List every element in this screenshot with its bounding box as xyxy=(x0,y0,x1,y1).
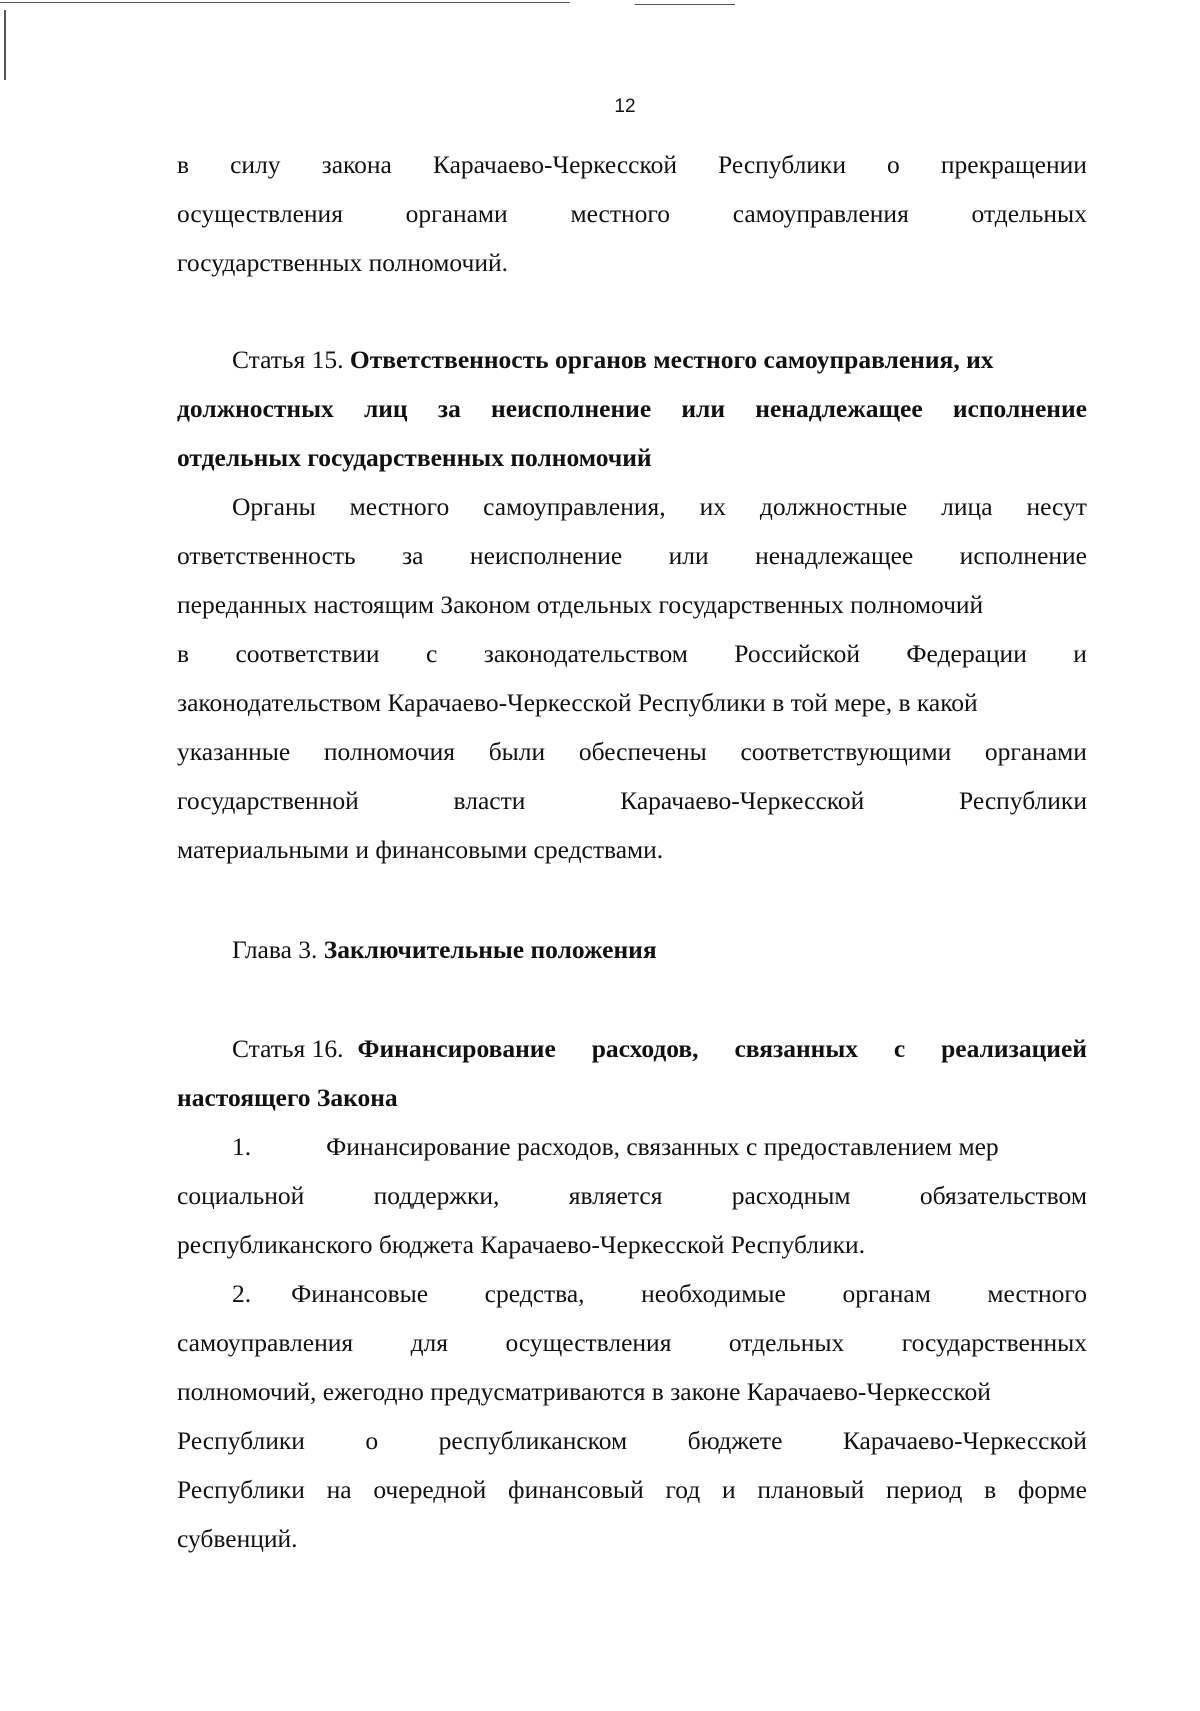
article-16-p1-line-1 xyxy=(232,1132,1087,1162)
word: должностных xyxy=(177,394,334,423)
word: для xyxy=(410,1328,449,1357)
word: власти xyxy=(453,786,526,815)
intro-line-2 xyxy=(177,199,1087,229)
word: исполнение xyxy=(959,541,1087,570)
word: ответственность xyxy=(177,541,356,570)
word: лица xyxy=(941,492,993,521)
word: полномочия xyxy=(323,737,456,766)
article-15-heading xyxy=(232,345,1087,375)
word: Карачаево-Черкесской xyxy=(620,786,865,815)
article-15-prefix: Статья 15. xyxy=(232,345,344,374)
word: законодательством xyxy=(483,639,688,668)
word: Органы xyxy=(232,492,316,521)
word: силу xyxy=(230,150,281,179)
word: самоуправления xyxy=(732,199,909,228)
word: за xyxy=(402,541,424,570)
word: органам xyxy=(842,1279,931,1308)
word: соответствии xyxy=(235,639,380,668)
word: о xyxy=(887,150,900,179)
word: Карачаево-Черкесской xyxy=(432,150,677,179)
chapter-3-title: Заключительные положения xyxy=(323,935,657,964)
article-16-p2-line-1 xyxy=(232,1279,1087,1309)
word: форме xyxy=(1017,1475,1087,1504)
article-15-title-line-3: отдельных государственных полномочий xyxy=(177,443,652,472)
word: отдельных xyxy=(728,1328,845,1357)
word: в xyxy=(984,1475,997,1504)
word: самоуправления xyxy=(177,1328,354,1357)
word: очередной xyxy=(373,1475,487,1504)
word: год xyxy=(665,1475,701,1504)
article-15-body-line-3: переданных настоящим Законом отдельных государственных полномочий xyxy=(177,590,984,619)
word: местного xyxy=(987,1279,1087,1308)
word: Финансовые xyxy=(291,1279,429,1308)
word: государственной xyxy=(177,786,359,815)
word: должностные xyxy=(759,492,908,521)
word: является xyxy=(568,1181,663,1210)
article-16-p2-text-1 xyxy=(291,1279,1087,1309)
article-15-title-l1: Ответственность органов местного самоуправления, их xyxy=(349,345,994,374)
word: средства, xyxy=(484,1279,585,1308)
article-15-body-line-6 xyxy=(177,737,1087,767)
word: социальной xyxy=(177,1181,305,1210)
article-15-body-line-7 xyxy=(177,786,1087,816)
article-16-p2-line-2 xyxy=(177,1328,1087,1358)
word: расходным xyxy=(731,1181,851,1210)
article-16-p1-text-1: Финансирование расходов, связанных с предоставлением мер xyxy=(326,1132,999,1161)
word: ненадлежащее xyxy=(755,541,914,570)
word: расходов, xyxy=(591,1034,699,1063)
article-15-title-line-2 xyxy=(177,394,1087,424)
word: исполнение xyxy=(952,394,1087,423)
word: их xyxy=(699,492,726,521)
word: реализацией xyxy=(941,1034,1087,1063)
word: связанных xyxy=(734,1034,859,1063)
article-15-body-line-5: законодательством Карачаево-Черкесской Республики в той мере, в какой xyxy=(177,688,978,717)
word: неисполнение xyxy=(469,541,623,570)
word: были xyxy=(488,737,546,766)
word: Республики xyxy=(177,1426,305,1455)
word: органами xyxy=(984,737,1087,766)
word: и xyxy=(1073,639,1087,668)
word: о xyxy=(365,1426,379,1455)
article-16-heading xyxy=(232,1034,1087,1064)
article-16-title-l1 xyxy=(358,1034,1087,1064)
page-number: 12 xyxy=(614,96,636,117)
word: Российской xyxy=(734,639,860,668)
word: неисполнение xyxy=(491,394,652,423)
article-16-p1-num: 1. xyxy=(232,1132,252,1161)
word: Федерации xyxy=(906,639,1027,668)
word: за xyxy=(437,394,461,423)
word: прекращении xyxy=(940,150,1087,179)
scan-top-line-right xyxy=(635,4,735,5)
word: в xyxy=(177,150,190,179)
article-16-prefix: Статья 16. xyxy=(232,1034,344,1063)
word: закона xyxy=(321,150,392,179)
word: ненадлежащее xyxy=(755,394,923,423)
word: обеспечены xyxy=(578,737,707,766)
word: самоуправления, xyxy=(483,492,666,521)
word: осуществления xyxy=(505,1328,672,1357)
word: финансовый xyxy=(508,1475,644,1504)
article-16-p2-line-3: полномочий, ежегодно предусматриваются в законе Карачаево-Черкесской xyxy=(177,1377,991,1406)
word: местного xyxy=(349,492,450,521)
word: указанные xyxy=(177,737,291,766)
word: обязательством xyxy=(919,1181,1087,1210)
intro-line-3: государственных полномочий. xyxy=(177,248,509,277)
word: республиканском xyxy=(438,1426,628,1455)
word: и xyxy=(721,1475,736,1504)
word: бюджете xyxy=(687,1426,783,1455)
word: органами xyxy=(405,199,508,228)
article-15-body-line-2 xyxy=(177,541,1087,571)
article-15-body-line-1 xyxy=(232,492,1087,522)
article-16-p2-line-5 xyxy=(177,1475,1087,1505)
word: с xyxy=(426,639,438,668)
word: лиц xyxy=(363,394,408,423)
word: период xyxy=(885,1475,963,1504)
word: на xyxy=(326,1475,352,1504)
word: государственных xyxy=(901,1328,1087,1357)
word: осуществления xyxy=(177,199,343,228)
word: плановый xyxy=(757,1475,865,1504)
word: Финансирование xyxy=(357,1034,556,1063)
word: с xyxy=(893,1034,906,1063)
word: Республики xyxy=(718,150,846,179)
article-16-p2-line-6: субвенций. xyxy=(177,1524,298,1553)
intro-line-1 xyxy=(177,150,1087,180)
article-16-p1-line-2 xyxy=(177,1181,1087,1211)
word: в xyxy=(177,639,190,668)
word: необходимые xyxy=(641,1279,786,1308)
word: Карачаево-Черкесской xyxy=(842,1426,1087,1455)
chapter-3-prefix: Глава 3. xyxy=(232,935,318,964)
word: несут xyxy=(1026,492,1087,521)
word: местного xyxy=(570,199,670,228)
scan-top-line xyxy=(0,2,570,3)
article-16-p1-line-3: республиканского бюджета Карачаево-Черкесской Республики. xyxy=(177,1230,866,1259)
word: Республики xyxy=(959,786,1087,815)
word: или xyxy=(668,541,709,570)
scan-left-edge xyxy=(4,10,6,80)
word: поддержки, xyxy=(373,1181,500,1210)
article-15-body-line-8: материальными и финансовыми средствами. xyxy=(177,835,664,864)
word: отдельных xyxy=(971,199,1087,228)
chapter-3-heading xyxy=(232,935,1087,965)
word: соответствующими xyxy=(740,737,952,766)
word: или xyxy=(681,394,726,423)
article-15-body-line-4 xyxy=(177,639,1087,669)
article-16-title-line-2: настоящего Закона xyxy=(177,1083,398,1112)
article-16-p2-line-4 xyxy=(177,1426,1087,1456)
word: Республики xyxy=(177,1475,305,1504)
article-16-p2-num: 2. xyxy=(232,1279,252,1308)
